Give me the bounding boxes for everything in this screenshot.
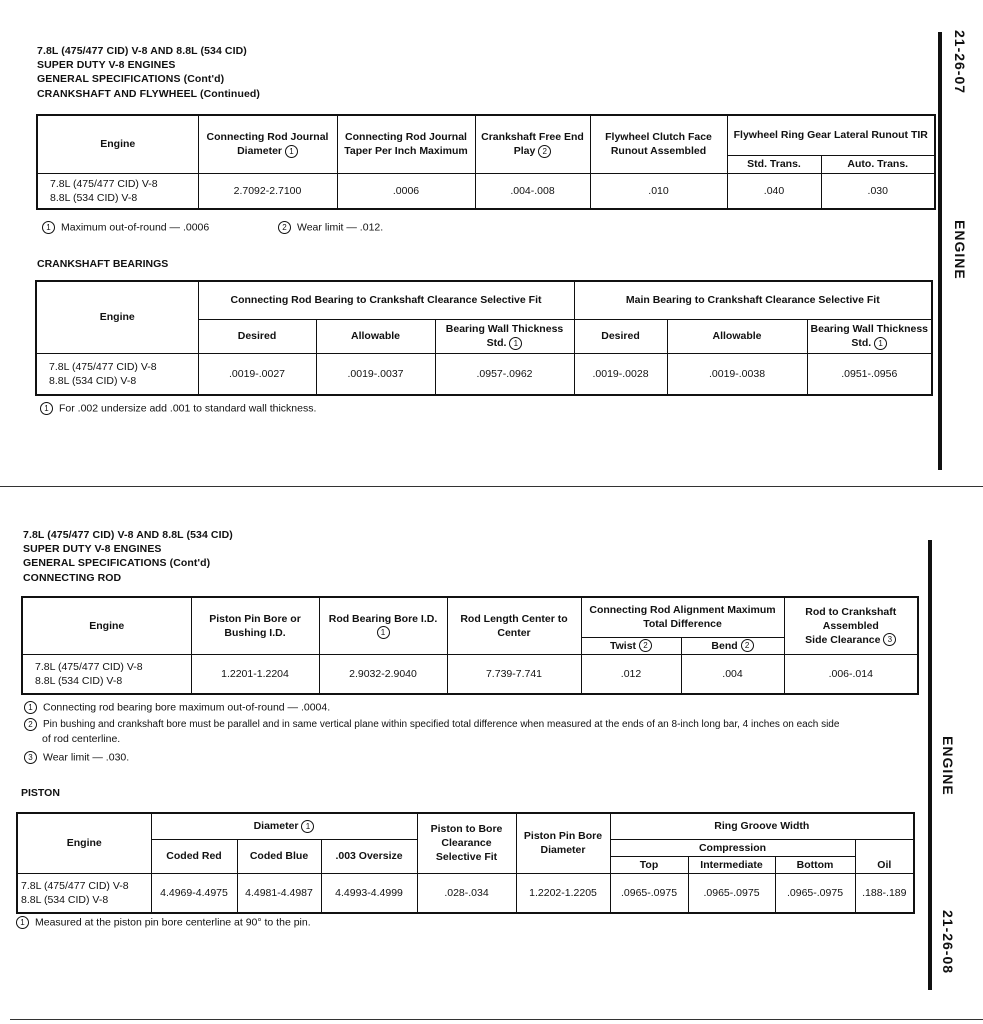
header-line: SUPER DUTY V-8 ENGINES [37,59,176,71]
col-rod-bearing-bore: Rod Bearing Bore I.D. 1 [319,597,447,654]
bottom-page-header [23,528,233,585]
footnote-marker: 1 [40,402,53,415]
footnote-marker: 2 [741,639,754,652]
col-desired: Desired [198,319,316,353]
value-cell: .0957-.0962 [435,353,574,395]
value-cell: .0965-.0975 [688,873,775,913]
footnote-marker: 1 [42,221,55,234]
crankshaft-flywheel-table [36,114,936,210]
top-page-header [37,44,260,101]
col-bend: Bend 2 [681,637,784,654]
footnote-marker: 2 [639,639,652,652]
footnote-marker: 1 [509,337,522,350]
col-journal-taper: Connecting Rod Journal Taper Per Inch Maximum [337,115,475,173]
section-title: PISTON [21,787,60,799]
footnote: 2 Pin bushing and crankshaft bore must be parallel and in same vertical plane within specified total difference when measured at the ends of an 8-inch long bar, 4 inches on each side [24,718,839,731]
section-title: CRANKSHAFT AND FLYWHEEL (Continued) [37,88,261,100]
value-cell: 1.2201-1.2204 [191,654,319,694]
value-cell: .004-.008 [475,173,590,209]
section-title: CRANKSHAFT BEARINGS [37,258,169,270]
table-row [36,353,932,395]
col-flywheel-runout: Flywheel Clutch Face Runout Assembled [590,115,727,173]
value-cell: 2.7092-2.7100 [198,173,337,209]
header-line: SUPER DUTY V-8 ENGINES [23,543,162,555]
section-title: CONNECTING ROD [23,572,122,584]
col-coded-red: Coded Red [151,839,237,873]
col-conrod-clearance: Connecting Rod Bearing to Crankshaft Clearance Selective Fit [198,281,574,319]
engine-cell: 7.8L (475/477 CID) V-8 8.8L (534 CID) V-8 [36,353,198,395]
page-bottom-rule [10,1019,983,1020]
col-rod-length: Rod Length Center to Center [447,597,581,654]
col-end-play: Crankshaft Free End Play 2 [475,115,590,173]
table-row [22,654,918,694]
value-cell: .0006 [337,173,475,209]
col-desired: Desired [574,319,667,353]
col-alignment: Connecting Rod Alignment Maximum Total Difference [581,597,784,637]
footnote-marker: 1 [874,337,887,350]
col-intermediate: Intermediate [688,856,775,873]
footnote: 1 For .002 undersize add .001 to standard wall thickness. [40,402,316,415]
value-cell: 2.9032-2.9040 [319,654,447,694]
header-line: GENERAL SPECIFICATIONS (Cont'd) [37,73,225,85]
page-edge-bar [938,32,942,470]
value-cell: .040 [727,173,821,209]
col-pin-bore: Piston Pin Bore or Bushing I.D. [191,597,319,654]
footnote-marker: 2 [278,221,291,234]
col-engine: Engine [22,597,191,654]
col-oversize: .003 Oversize [321,839,417,873]
col-compression: Compression [610,839,855,856]
col-top: Top [610,856,688,873]
col-allowable: Allowable [316,319,435,353]
col-pin-bore-diameter: Piston Pin Bore Diameter [516,813,610,873]
col-wall-thickness: Bearing Wall Thickness Std. 1 [807,319,932,353]
value-cell: 4.4969-4.4975 [151,873,237,913]
value-cell: .0019-.0038 [667,353,807,395]
page-edge-bar [928,540,932,990]
value-cell: .188-.189 [855,873,914,913]
col-main-clearance: Main Bearing to Crankshaft Clearance Selective Fit [574,281,932,319]
value-cell: .028-.034 [417,873,516,913]
value-cell: .010 [590,173,727,209]
engine-cell: 7.8L (475/477 CID) V-8 8.8L (534 CID) V-8 [37,173,198,209]
value-cell: .0019-.0028 [574,353,667,395]
footnote: 3 Wear limit — .030. [24,751,129,764]
col-journal-diameter: Connecting Rod Journal Diameter 1 [198,115,337,173]
col-engine: Engine [37,115,198,173]
footnote-marker: 1 [16,916,29,929]
engine-cell: 7.8L (475/477 CID) V-8 8.8L (534 CID) V-8 [17,873,151,913]
piston-table [16,812,915,914]
page-number: 21-26-07 [952,30,968,95]
footnote: 1 Measured at the piston pin bore centerline at 90° to the pin. [16,916,311,929]
footnote-marker: 2 [24,718,37,731]
value-cell: .0965-.0975 [610,873,688,913]
table-row [37,173,935,209]
col-ring-groove-width: Ring Groove Width [610,813,914,839]
value-cell: 7.739-7.741 [447,654,581,694]
value-cell: .0951-.0956 [807,353,932,395]
col-auto-trans: Auto. Trans. [821,155,935,173]
col-std-trans: Std. Trans. [727,155,821,173]
value-cell: 4.4993-4.4999 [321,873,417,913]
col-engine: Engine [17,813,151,873]
col-twist: Twist 2 [581,637,681,654]
value-cell: .0019-.0037 [316,353,435,395]
col-engine: Engine [36,281,198,353]
value-cell: 4.4981-4.4987 [237,873,321,913]
footnote-marker: 3 [883,633,896,646]
col-allowable: Allowable [667,319,807,353]
col-bore-clearance: Piston to Bore Clearance Selective Fit [417,813,516,873]
header-line: 7.8L (475/477 CID) V-8 AND 8.8L (534 CID) [37,45,247,57]
col-bottom: Bottom [775,856,855,873]
value-cell: .0019-.0027 [198,353,316,395]
footnote-marker: 2 [538,145,551,158]
side-label: ENGINE [940,736,956,796]
footnote-marker: 1 [24,701,37,714]
side-label: ENGINE [952,220,968,280]
footnote-marker: 1 [301,820,314,833]
header-line: 7.8L (475/477 CID) V-8 AND 8.8L (534 CID) [23,529,233,541]
col-side-clearance: Rod to Crankshaft Assembled Side Clearance 3 [784,597,918,654]
value-cell: .030 [821,173,935,209]
value-cell: .0965-.0975 [775,873,855,913]
col-coded-blue: Coded Blue [237,839,321,873]
col-oil: Oil [855,839,914,873]
page-divider [0,486,983,487]
footnote-marker: 3 [24,751,37,764]
footnote: 1 Connecting rod bearing bore maximum out-of-round — .0004. [24,701,330,714]
header-line: GENERAL SPECIFICATIONS (Cont'd) [23,557,211,569]
footnote: 1 Maximum out-of-round — .0006 [42,221,209,234]
value-cell: .012 [581,654,681,694]
col-wall-thickness: Bearing Wall Thickness Std. 1 [435,319,574,353]
page-number: 21-26-08 [940,910,956,975]
value-cell: 1.2202-1.2205 [516,873,610,913]
value-cell: .004 [681,654,784,694]
table-row [17,873,914,913]
footnote-marker: 1 [285,145,298,158]
footnote-marker: 1 [377,626,390,639]
value-cell: .006-.014 [784,654,918,694]
connecting-rod-table [21,596,919,695]
footnote-continued: of rod centerline. [42,733,121,745]
col-diameter: Diameter 1 [151,813,417,839]
engine-cell: 7.8L (475/477 CID) V-8 8.8L (534 CID) V-8 [22,654,191,694]
col-ring-gear-runout: Flywheel Ring Gear Lateral Runout TIR [727,115,935,155]
crankshaft-bearings-table [35,280,933,396]
footnote: 2 Wear limit — .012. [278,221,383,234]
